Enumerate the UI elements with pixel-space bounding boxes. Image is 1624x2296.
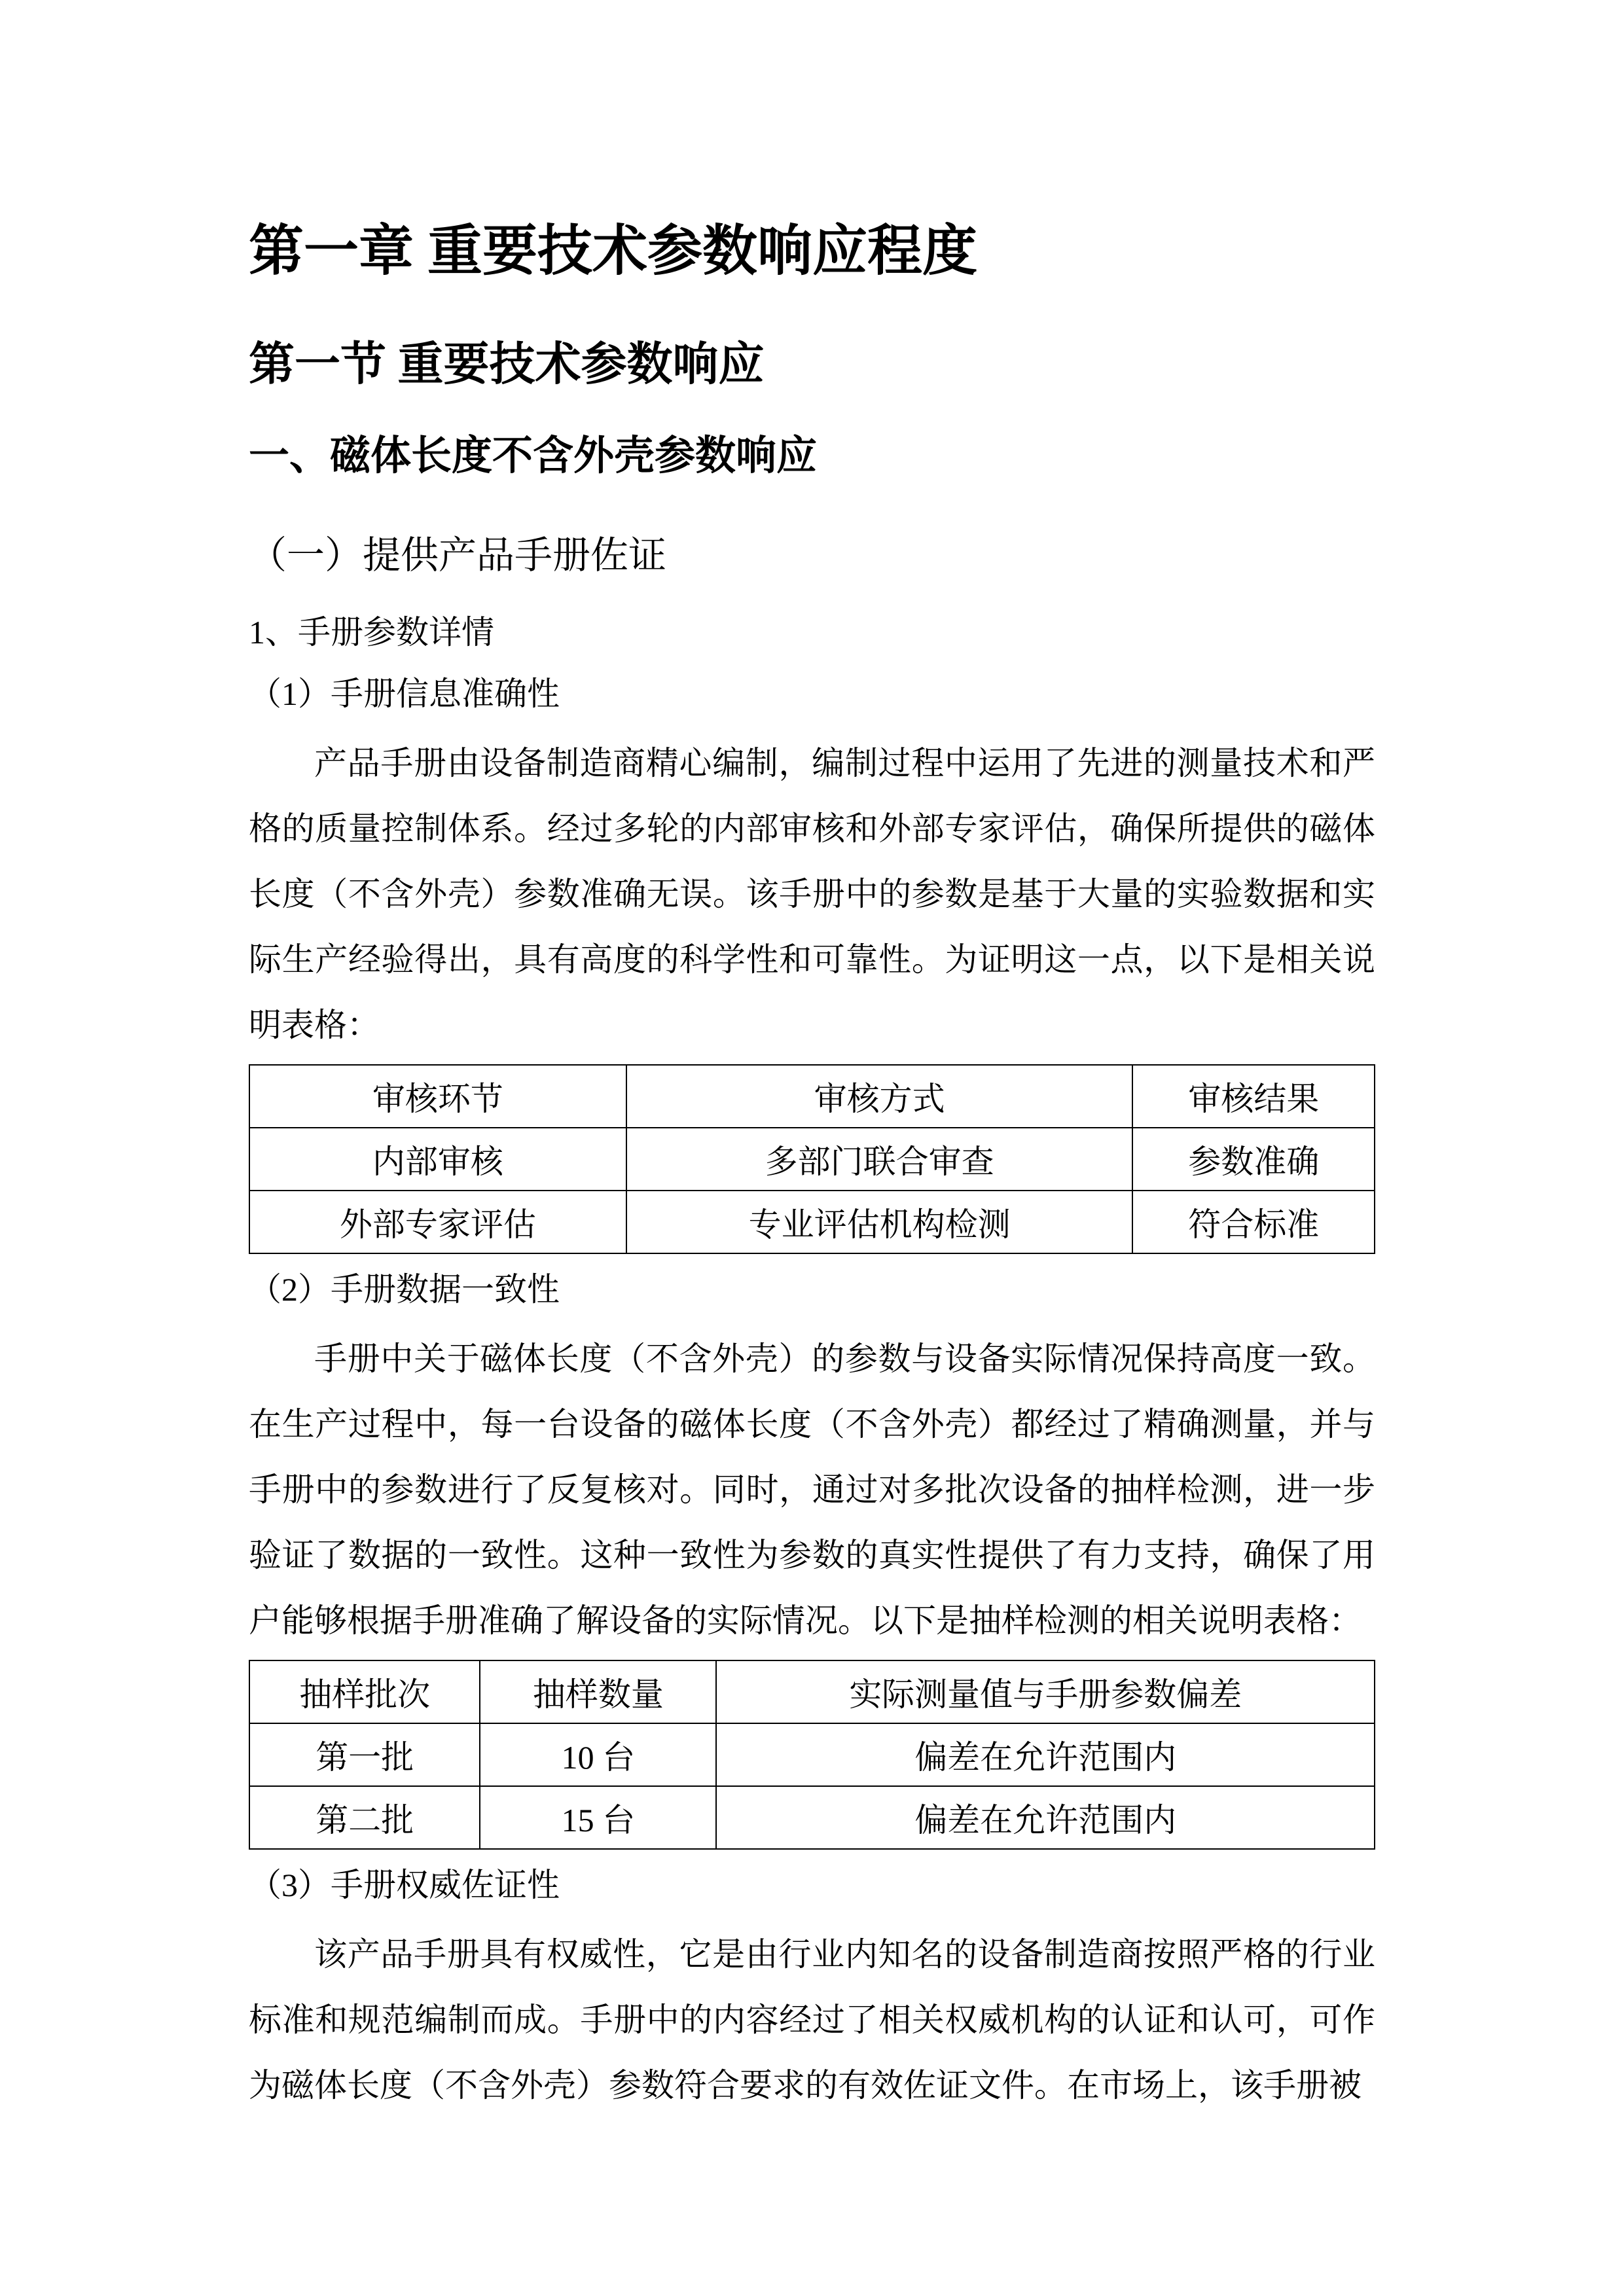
section-heading: 第一节 重要技术参数响应 (249, 339, 765, 390)
item1-heading: （1）手册信息准确性 (249, 675, 560, 712)
table-header-cell: 抽样批次 (249, 1660, 480, 1723)
table-header-cell: 抽样数量 (480, 1660, 716, 1723)
chapter-heading: 第一章 重要技术参数响应程度 (249, 221, 978, 282)
table-cell: 外部专家评估 (249, 1191, 626, 1253)
item2-heading: （2）手册数据一致性 (249, 1270, 560, 1308)
table-cell: 专业评估机构检测 (626, 1191, 1133, 1253)
table-header-cell: 实际测量值与手册参数偏差 (716, 1660, 1375, 1723)
table-row (249, 1723, 1375, 1786)
subsection-heading: 一、磁体长度不含外壳参数响应 (249, 433, 818, 478)
sampling-table-header-row (249, 1660, 1375, 1723)
audit-table-header-row (249, 1065, 1375, 1128)
table-cell: 多部门联合审查 (626, 1128, 1133, 1191)
table-header-cell: 审核环节 (249, 1065, 626, 1128)
sampling-table (249, 1660, 1375, 1850)
item2-paragraph: 手册中关于磁体长度（不含外壳）的参数与设备实际情况保持高度一致。在生产过程中，每一台设备的磁体长度（不含外壳）都经过了精确测量，并与手册中的参数进行了反复核对。同时，通过对多批次设备的抽样检测，进一步验证了数据的一致性。这种一致性为参数的真实性提供了有力支持，确保了用户能够根据手册准确了解设备的实际情况。以下是抽样检测的相关说明表格： (249, 1340, 1375, 1639)
table-cell: 15 台 (480, 1786, 716, 1849)
item1-paragraph: 产品手册由设备制造商精心编制，编制过程中运用了先进的测量技术和严格的质量控制体系。经过多轮的内部审核和外部专家评估，确保所提供的磁体长度（不含外壳）参数准确无误。该手册中的参数是基于大量的实验数据和实际生产经验得出，具有高度的科学性和可靠性。为证明这一点，以下是相关说明表格： (249, 744, 1375, 1043)
table-cell: 内部审核 (249, 1128, 626, 1191)
table-cell: 第一批 (249, 1723, 480, 1786)
table-cell: 第二批 (249, 1786, 480, 1849)
table-row (249, 1128, 1375, 1191)
table-cell: 偏差在允许范围内 (716, 1723, 1375, 1786)
table-row (249, 1786, 1375, 1849)
table-cell: 符合标准 (1132, 1191, 1375, 1253)
table-cell: 参数准确 (1132, 1128, 1375, 1191)
table-cell: 10 台 (480, 1723, 716, 1786)
table-row (249, 1191, 1375, 1253)
item3-heading: （3）手册权威佐证性 (249, 1866, 560, 1903)
audit-table (249, 1064, 1375, 1254)
table-header-cell: 审核结果 (1132, 1065, 1375, 1128)
table-cell: 偏差在允许范围内 (716, 1786, 1375, 1849)
item3-paragraph: 该产品手册具有权威性，它是由行业内知名的设备制造商按照严格的行业标准和规范编制而成。手册中的内容经过了相关权威机构的认证和认可，可作为磁体长度（不含外壳）参数符合要求的有效佐证文件。在市场上，该手册被 (249, 1935, 1375, 2104)
table-header-cell: 审核方式 (626, 1065, 1133, 1128)
clause-heading: （一）提供产品手册佐证 (249, 534, 667, 577)
list-heading: 1、手册参数详情 (249, 613, 494, 651)
